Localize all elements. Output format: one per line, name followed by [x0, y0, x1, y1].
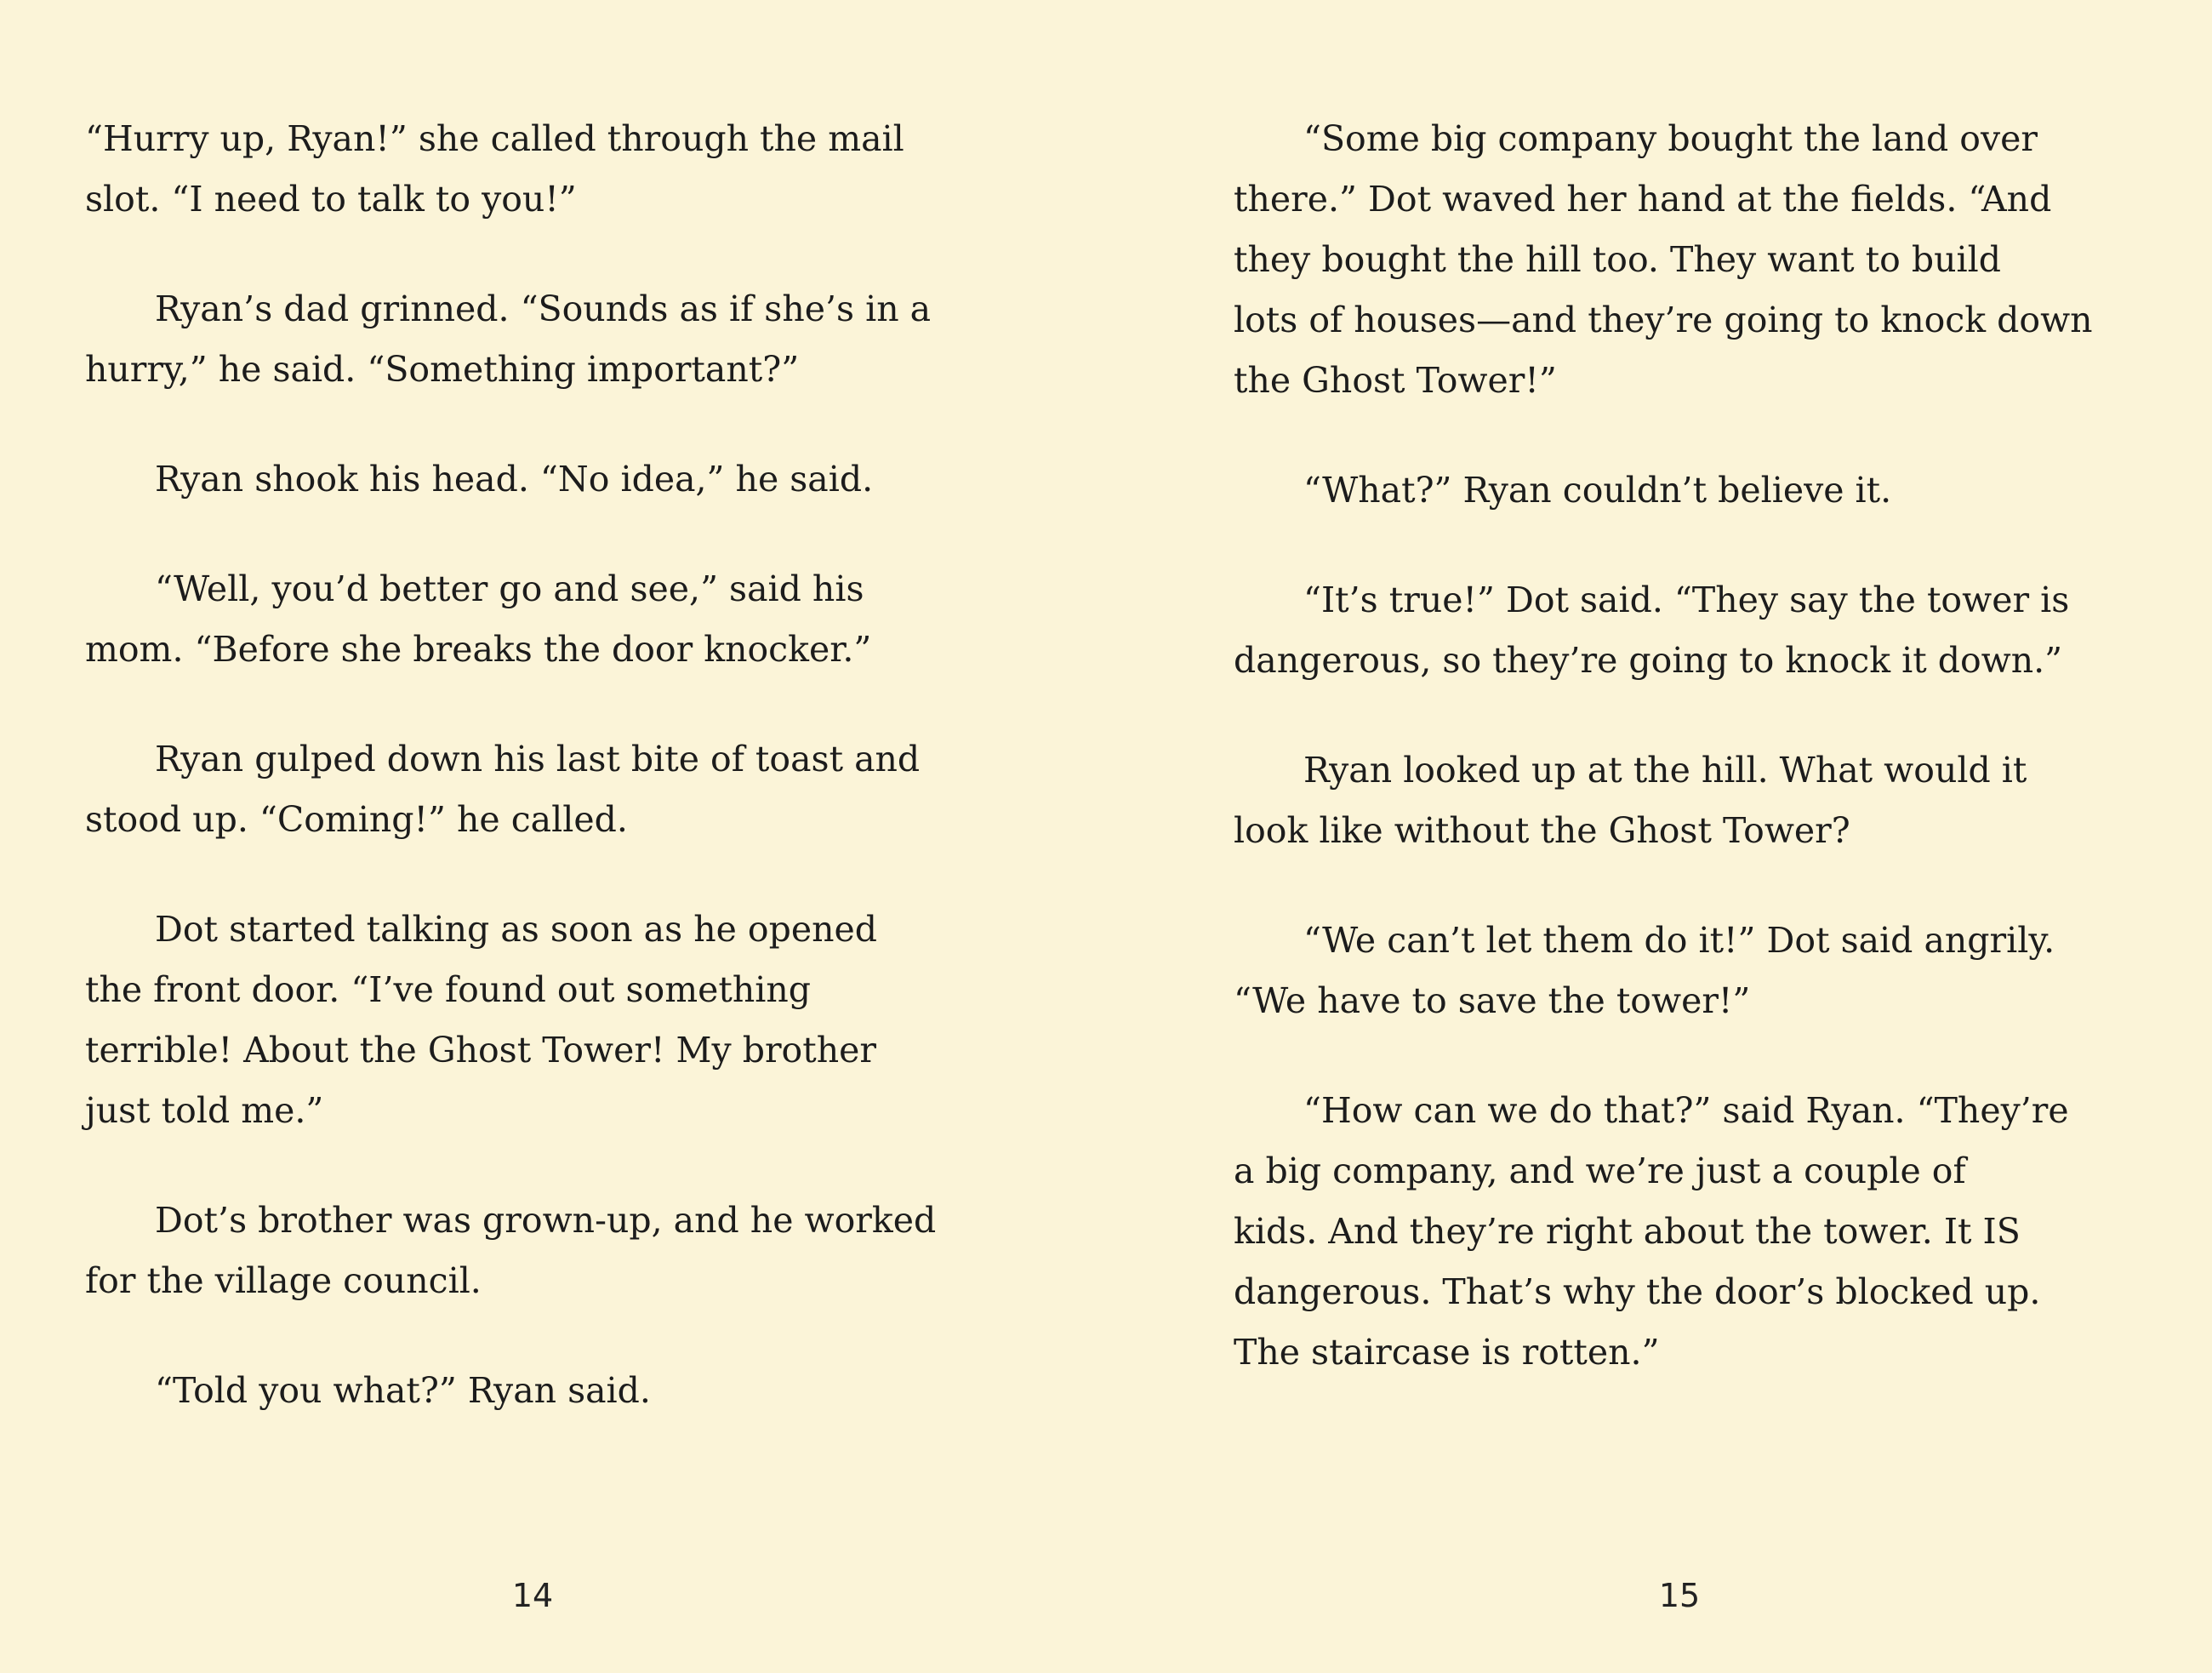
text-line: lots of houses—and they’re going to knock down	[1234, 300, 2093, 340]
paragraph	[85, 1191, 1012, 1311]
text-line: they bought the hill too. They want to build	[1234, 239, 2001, 280]
paragraph	[1234, 911, 2152, 1031]
text-line: the Ghost Tower!”	[1234, 360, 1557, 401]
text-line: terrible! About the Ghost Tower! My brother	[85, 1030, 876, 1071]
paragraph	[85, 899, 1012, 1141]
text-line: hurry,” he said. “Something important?”	[85, 349, 800, 390]
text-line: “Some big company bought the land over	[1303, 118, 2038, 159]
text-line: “How can we do that?” said Ryan. “They’re	[1303, 1090, 2069, 1131]
text-line: “Told you what?” Ryan said.	[155, 1370, 651, 1411]
text-line: Dot started talking as soon as he opened	[155, 909, 878, 950]
text-line: “What?” Ryan couldn’t believe it.	[1303, 470, 1892, 511]
text-line: Ryan looked up at the hill. What would it	[1303, 750, 2027, 791]
text-line: Ryan gulped down his last bite of toast and	[155, 739, 921, 779]
text-line: “Well, you’d better go and see,” said his	[155, 568, 864, 609]
paragraph	[85, 559, 1012, 680]
text-line: kids. And they’re right about the tower. It IS	[1234, 1211, 2021, 1252]
left-page-text	[85, 109, 1012, 1470]
text-line: slot. “I need to talk to you!”	[85, 179, 577, 220]
text-line: for the village council.	[85, 1260, 482, 1301]
left-page-number: 14	[511, 1577, 554, 1614]
text-line: dangerous. That’s why the door’s blocked up.	[1234, 1271, 2041, 1312]
text-line: mom. “Before she breaks the door knocker.”	[85, 629, 872, 670]
right-page	[1106, 0, 2212, 1673]
text-line: The staircase is rotten.”	[1234, 1332, 1660, 1373]
text-line: “We can’t let them do it!” Dot said angrily.	[1303, 920, 2055, 961]
paragraph	[85, 729, 1012, 850]
text-line: a big company, and we’re just a couple of	[1234, 1151, 1966, 1191]
text-line: Dot’s brother was grown-up, and he worked	[155, 1200, 937, 1241]
text-line: stood up. “Coming!” he called.	[85, 799, 628, 840]
text-line: “It’s true!” Dot said. “They say the tower is	[1303, 580, 2070, 620]
right-page-number: 15	[1658, 1577, 1701, 1614]
text-line: dangerous, so they’re going to knock it down.”	[1234, 640, 2063, 681]
text-line: the front door. “I’ve found out something	[85, 969, 812, 1010]
text-line: Ryan shook his head. “No idea,” he said.	[155, 459, 874, 500]
text-line: just told me.”	[85, 1090, 324, 1131]
paragraph	[85, 109, 1012, 230]
text-line: look like without the Ghost Tower?	[1234, 810, 1850, 851]
paragraph	[1234, 570, 2152, 691]
paragraph	[1234, 460, 2152, 521]
right-page-text	[1234, 109, 2152, 1432]
text-line: Ryan’s dad grinned. “Sounds as if she’s in a	[155, 288, 932, 329]
paragraph	[85, 279, 1012, 400]
paragraph	[1234, 1081, 2152, 1383]
paragraph	[1234, 109, 2152, 411]
text-line: “Hurry up, Ryan!” she called through the mail	[85, 118, 904, 159]
text-line: “We have to save the tower!”	[1234, 980, 1751, 1021]
paragraph	[85, 1361, 1012, 1421]
paragraph	[85, 449, 1012, 510]
paragraph	[1234, 740, 2152, 861]
text-line: there.” Dot waved her hand at the fields. “And	[1234, 179, 2052, 220]
